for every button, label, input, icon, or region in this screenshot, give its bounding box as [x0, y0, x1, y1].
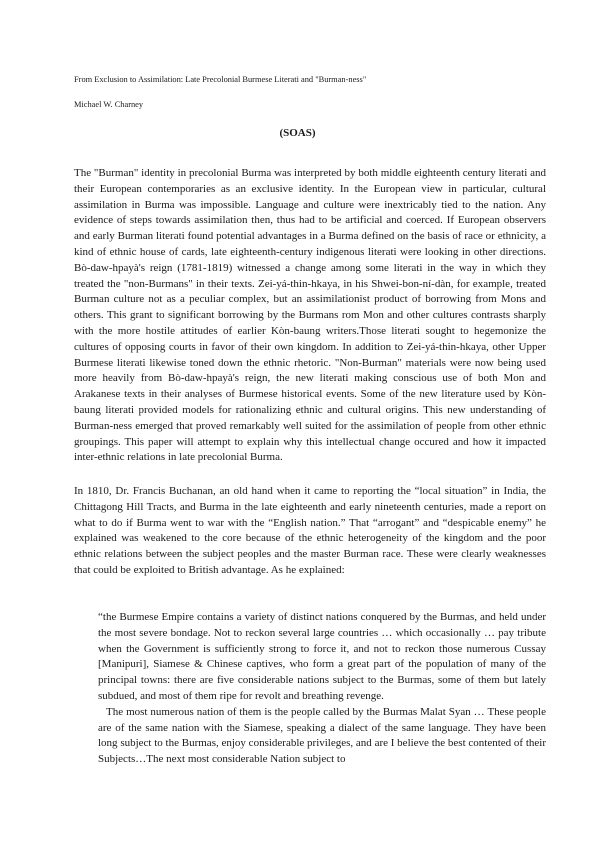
paper-title: From Exclusion to Assimilation: Late Precolonial Burmese Literati and "Burman-ness"	[74, 75, 367, 84]
body-paragraph: In 1810, Dr. Francis Buchanan, an old hand when it came to reporting the “local situation” in India, the Chittagong Hill Tracts, and Burma in the late eighteenth and early nineteenth centuries, made a report on what to do if Burma went to war with the “English nation.” That “arrogant” and “despicable enemy” he explained was weakened to the core because of the ethnic heterogeneity of the kingdom and the poor ethnic relations between the subject peoples and the master Burman race. These were clearly weaknesses that could be exploited to British advantage. As he explained:	[74, 485, 546, 576]
author-name: Michael W. Charney	[74, 100, 144, 109]
block-quote	[98, 610, 546, 768]
institution-label: (SOAS)	[279, 127, 316, 139]
quote-paragraph-2: The most numerous nation of them is the people called by the Burmas Malat Syan … These people are of the same nation with the Siamese, speaking a dialect of the same language. They have been long subject to the Burmas, enjoy considerable privileges, and are I believe the best contented of their Subjects…The next most considerable Nation subject to	[98, 705, 546, 766]
quote-paragraph-1: “the Burmese Empire contains a variety of distinct nations conquered by the Burmas, and held under the most severe bondage. Not to reckon several large countries … which occasionally … pay tribute when the Government is sufficiently strong to force it, and not to reckon those numerous Cussay [Manipuri], Siamese & Chinese captives, who form a great part of the population of many of the principal towns: there are five considerable nations subject to the Burmas, some of them but lately subdued, and most of them ripe for revolt and breathing revenge.	[98, 611, 546, 702]
abstract-paragraph: The "Burman" identity in precolonial Burma was interpreted by both middle eighteenth century literati and their European contemporaries as an exclusive identity. In the European view in particular, cultural assimilation in Burma was impossible. Language and culture were inextricably tied to the nation. Any evidence of steps towards assimilation then, thus had to be artificial and coerced. If European observers and early Burman literati found potential advantages in a Burma defined on the basis of race or ethnicity, a kind of ethnic house of cards, late eighteenth-century indigenous literati were looking in other directions. Bò-daw-hpayà's reign (1781-1819) witnessed a change among some literati in the way in which they treated the "non-Burmans" in their texts. Zei-yá-thin-hkaya, in his Shwei-bon-ní-dàn, for example, treated Burman culture not as a peculiar complex, but an assimilationist product of borrowing from Mons and others. This grant to significant borrowing by the Burmans rom Mon and other cultures contrasts sharply with the more hostile attitudes of earlier Kòn-baung writers.Those literati sought to hegemonize the cultures of opposing courts in favor of their own kingdom. In addition to Zei-yá-thin-hkaya, other Upper Burmese literati likewise toned down the ethnic rhetoric. "Non-Burman" materials were now being used more heavily from Bò-daw-hpayà's reign, the new literati making conscious use of both Mon and Arakanese texts in their analyses of Burmese historical events. Some of the new literature used by Kòn-baung literati provided models for rationalizing ethnic and cultural origins. This new understanding of Burman-ness emerged that proved remarkably well suited for the assimilation of people from other ethnic groupings. This paper will attempt to explain why this intellectual change occured and how it impacted inter-ethnic relations in late precolonial Burma.	[74, 167, 546, 464]
